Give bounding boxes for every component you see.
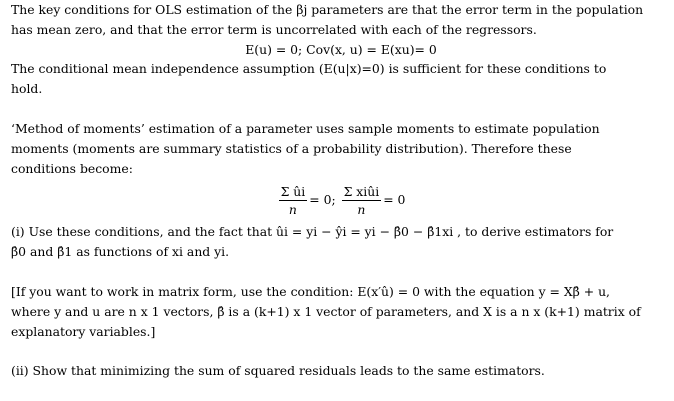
text-line: The key conditions for OLS estimation of the βj parameters are that the error term in the population [11,2,644,17]
fraction-numerator: Σ xiûi [343,184,380,200]
paragraph-ols-conditions [11,0,671,99]
equals-zero: = 0 [383,192,406,208]
text-line: hold. [11,81,43,97]
question-part-ii: (ii) Show that minimizing the sum of squared residuals leads to the same estimators. [11,363,545,379]
fraction-denominator: n [288,202,297,218]
fraction-denominator: n [357,202,366,218]
text-line: β̂0 and β̂1 as functions of xi and yi. [11,244,230,260]
text-line: moments (moments are summary statistics of a probability distribution). Therefore these [11,140,572,156]
paragraph-part-ii [11,361,671,381]
text-line: has mean zero, and that the error term is uncorrelated with each of the regressors. [11,21,537,37]
equation-moment-conditions: E(u) = 0; Cov(x, u) = E(xu)= 0 [245,41,437,57]
equals-zero: = 0; [309,192,336,208]
fraction-residual-mean [279,183,308,218]
paragraph-matrix-form [11,282,671,341]
text-line: explanatory variables.] [11,323,156,339]
question-part-i: (i) Use these conditions, and the fact that ûi = yi − ŷi = yi − β̂0 − β̂1xi , to derive estimators for [11,224,614,240]
text-line: ‘Method of moments’ estimation of a parameter uses sample moments to estimate population [11,120,600,136]
fraction-cross-moment [342,183,382,218]
text-line: conditions become: [11,160,133,176]
equation-sample-moments [11,178,671,222]
paragraph-method-of-moments [11,119,671,262]
text-line: The conditional mean independence assumption (E(u|x)=0) is sufficient for these conditions to [11,61,607,77]
text-line: where y and u are n x 1 vectors, β̂ is a (k+1) x 1 vector of parameters, and X is a n x (k+1) matrix of [11,303,641,319]
fraction-numerator: Σ ûi [280,184,306,200]
text-line: [If you want to work in matrix form, use the condition: E(x′û) = 0 with the equation y = Xβ̂ + u, [11,283,610,299]
